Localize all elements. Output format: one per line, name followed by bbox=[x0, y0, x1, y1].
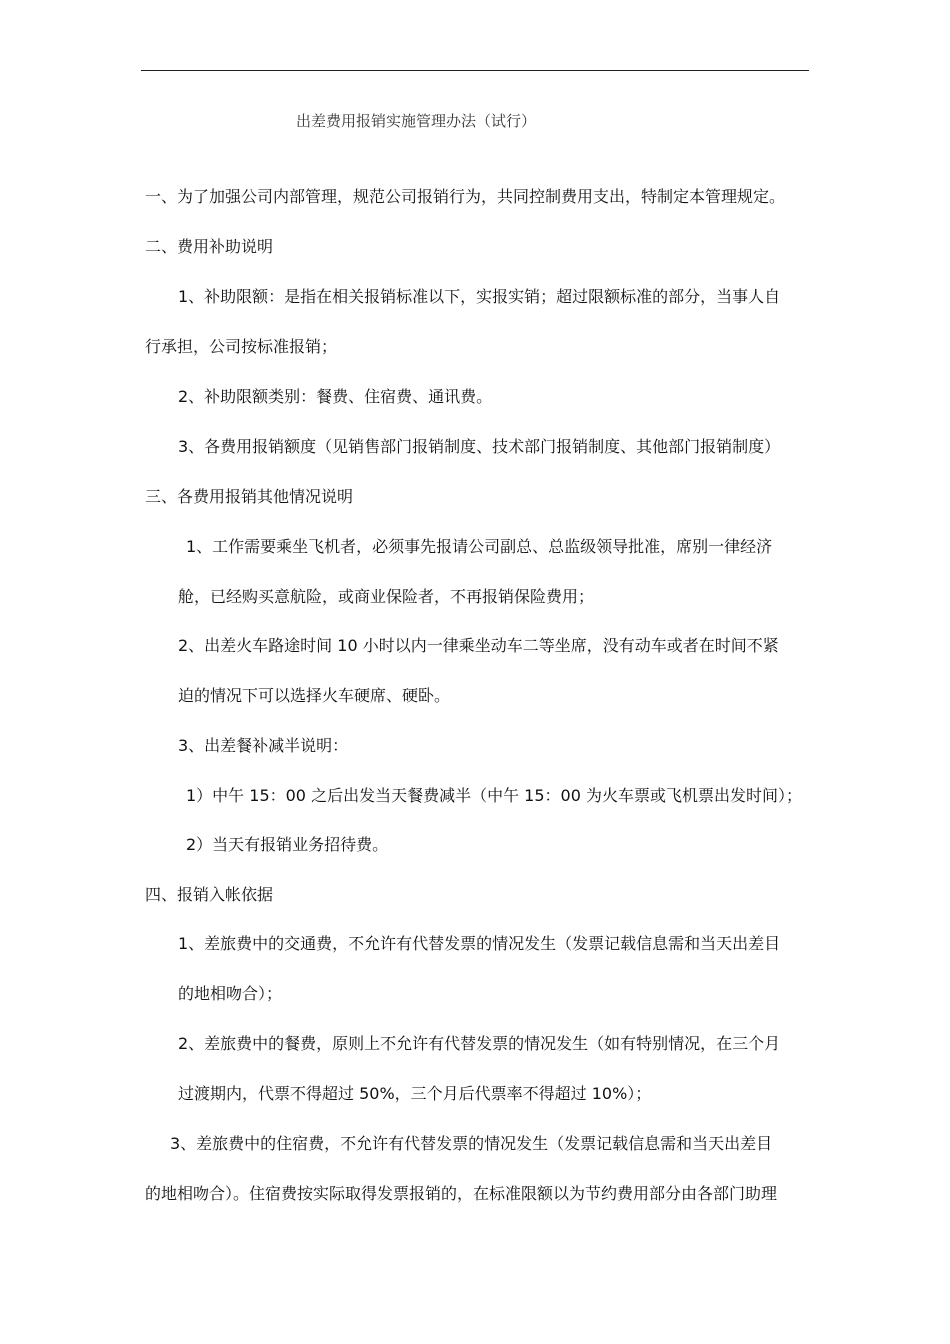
paragraph-line: 1）中午 15：00 之后出发当天餐费减半（中午 15：00 为火车票或飞机票出发时间）； bbox=[186, 786, 802, 805]
paragraph-line: 2）当天有报销业务招待费。 bbox=[186, 835, 389, 854]
paragraph-line: 迫的情况下可以选择火车硬席、硬卧。 bbox=[178, 686, 451, 705]
paragraph-line: 2、差旅费中的餐费，原则上不允许有代替发票的情况发生（如有特别情况，在三个月 bbox=[178, 1034, 781, 1053]
paragraph-line: 1、工作需要乘坐飞机者，必须事先报请公司副总、总监级领导批准，席别一律经济 bbox=[186, 537, 773, 556]
paragraph-line: 1、补助限额：是指在相关报销标准以下，实报实销；超过限额标准的部分，当事人自 bbox=[178, 287, 781, 306]
paragraph-line: 舱，已经购买意航险，或商业保险者，不再报销保险费用； bbox=[178, 587, 595, 606]
section-heading: 四、报销入帐依据 bbox=[145, 885, 274, 904]
paragraph-line: 2、补助限额类别：餐费、住宿费、通讯费。 bbox=[178, 387, 493, 406]
paragraph-line: 2、出差火车路途时间 10 小时以内一律乘坐动车二等坐席，没有动车或者在时间不紧 bbox=[178, 636, 779, 655]
paragraph-line: 3、各费用报销额度（见销售部门报销制度、技术部门报销制度、其他部门报销制度） bbox=[178, 437, 781, 456]
document-title: 出差费用报销实施管理办法（试行） bbox=[296, 112, 537, 130]
paragraph-line: 的地相吻合）。住宿费按实际取得发票报销的，在标准限额以为节约费用部分由各部门助理 bbox=[145, 1184, 778, 1203]
paragraph-line: 1、差旅费中的交通费，不允许有代替发票的情况发生（发票记载信息需和当天出差目 bbox=[178, 934, 781, 953]
header-rule bbox=[141, 70, 809, 71]
paragraph-line: 3、出差餐补减半说明： bbox=[178, 736, 349, 755]
paragraph-line: 的地相吻合）； bbox=[178, 984, 283, 1003]
paragraph-line: 行承担，公司按标准报销； bbox=[145, 337, 338, 356]
paragraph-line: 过渡期内，代票不得超过 50%，三个月后代票率不得超过 10%）； bbox=[178, 1084, 652, 1103]
section-heading: 二、费用补助说明 bbox=[145, 237, 274, 256]
section-heading: 三、各费用报销其他情况说明 bbox=[145, 487, 354, 506]
paragraph-line: 3、差旅费中的住宿费，不允许有代替发票的情况发生（发票记载信息需和当天出差目 bbox=[170, 1134, 773, 1153]
paragraph-line: 一、为了加强公司内部管理，规范公司报销行为，共同控制费用支出，特制定本管理规定。 bbox=[145, 187, 786, 206]
